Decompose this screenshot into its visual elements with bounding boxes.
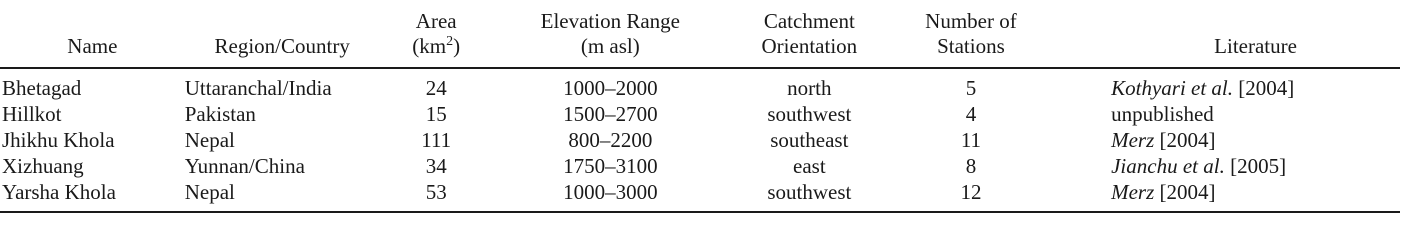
cell-literature-author: Merz <box>1111 128 1155 152</box>
cell-stations: 11 <box>960 128 982 152</box>
cell-area: 15 <box>425 102 447 126</box>
header-stations <box>891 0 1051 68</box>
header-name <box>0 0 185 68</box>
header-area-unit-pre: (km <box>412 34 447 58</box>
table-body <box>0 68 1400 212</box>
cell-region: Yunnan/China <box>184 154 305 178</box>
table-header <box>0 0 1400 68</box>
cell-literature <box>1051 153 1400 179</box>
cell-elevation: 800–2200 <box>568 128 653 152</box>
cell-stations: 8 <box>965 154 977 178</box>
cell-orientation: east <box>793 154 826 178</box>
cell-literature-author: Jianchu et al. <box>1111 154 1225 178</box>
cell-elevation: 1000–2000 <box>563 76 658 100</box>
table-row <box>0 153 1400 179</box>
header-area <box>380 0 493 68</box>
header-orientation-line1: Catchment <box>763 9 855 33</box>
cell-literature <box>1051 101 1400 127</box>
cell-elevation: 1750–3100 <box>563 154 658 178</box>
cell-literature-year: [2004] <box>1233 76 1295 100</box>
cell-orientation: north <box>787 76 832 100</box>
table-row <box>0 179 1400 212</box>
cell-literature-author: Kothyari et al. <box>1111 76 1234 100</box>
header-orientation-line2: Orientation <box>761 34 858 58</box>
header-area-line2 <box>380 34 493 59</box>
cell-area: 53 <box>425 180 447 204</box>
table-row <box>0 101 1400 127</box>
header-literature <box>1051 0 1400 68</box>
header-elevation-line1: Elevation Range <box>540 9 680 33</box>
table-row <box>0 127 1400 153</box>
cell-region: Pakistan <box>184 102 256 126</box>
cell-literature <box>1051 127 1400 153</box>
cell-stations: 12 <box>960 180 982 204</box>
cell-elevation: 1500–2700 <box>563 102 658 126</box>
cell-literature-year: [2004] <box>1154 128 1216 152</box>
cell-elevation: 1000–3000 <box>563 180 658 204</box>
cell-name: Hillkot <box>2 102 62 126</box>
header-area-unit-post: ) <box>453 34 461 58</box>
header-area-unit-sup: 2 <box>446 34 454 49</box>
cell-name: Xizhuang <box>2 154 84 178</box>
header-region <box>185 0 380 68</box>
cell-area: 34 <box>425 154 447 178</box>
cell-orientation: southwest <box>767 180 852 204</box>
cell-region: Nepal <box>184 180 235 204</box>
header-row <box>0 0 1400 68</box>
cell-literature-year: unpublished <box>1111 102 1214 126</box>
cell-area: 111 <box>421 128 452 152</box>
cell-region: Uttaranchal/India <box>184 76 332 100</box>
cell-stations: 4 <box>965 102 977 126</box>
header-region-label: Region/Country <box>214 34 350 58</box>
cell-orientation: southwest <box>767 102 852 126</box>
header-stations-line1: Number of <box>925 9 1017 33</box>
cell-name: Yarsha Khola <box>2 180 116 204</box>
cell-area: 24 <box>425 76 447 100</box>
header-literature-label: Literature <box>1214 34 1297 58</box>
cell-name: Bhetagad <box>2 76 82 100</box>
header-orientation <box>728 0 891 68</box>
cell-stations: 5 <box>965 76 977 100</box>
cell-region: Nepal <box>184 128 235 152</box>
header-stations-line2: Stations <box>937 34 1005 58</box>
cell-literature-year: [2005] <box>1224 154 1287 178</box>
cell-literature <box>1051 179 1400 212</box>
cell-orientation: southeast <box>770 128 849 152</box>
table-row <box>0 68 1400 101</box>
header-elevation-line2: (m asl) <box>580 34 640 58</box>
cell-literature <box>1051 68 1400 101</box>
cell-name: Jhikhu Khola <box>2 128 115 152</box>
cell-literature-author: Merz <box>1111 180 1155 204</box>
cell-literature-year: [2004] <box>1154 180 1216 204</box>
header-elevation <box>493 0 728 68</box>
header-area-line1: Area <box>415 9 457 33</box>
header-name-label: Name <box>67 34 118 58</box>
